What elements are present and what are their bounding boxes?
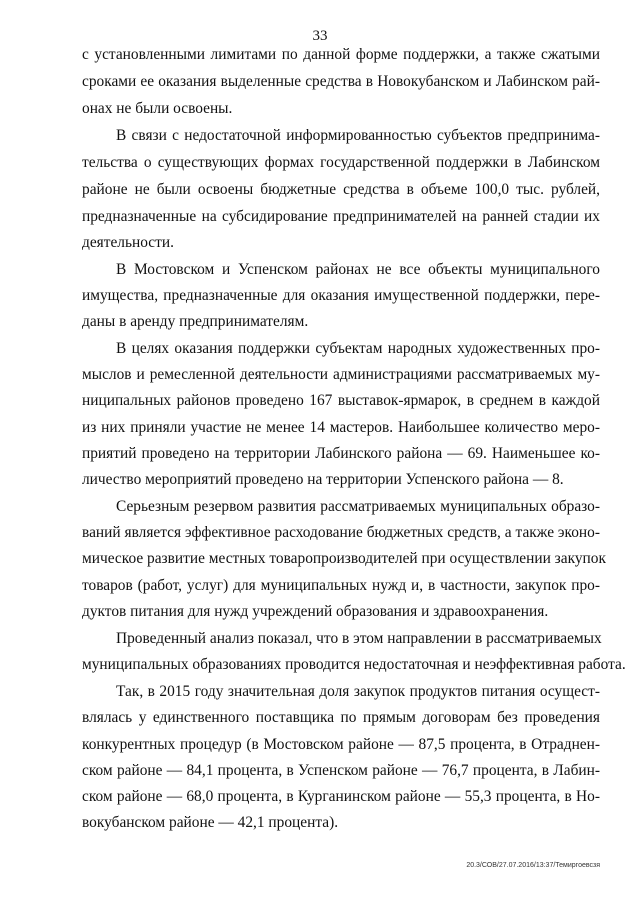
text-line: ниципальных районов проведено 167 выставок-ярмарок, в среднем в каждой	[82, 392, 600, 409]
text-line: дуктов питания для нужд учреждений образования и здравоохранения.	[82, 603, 549, 620]
page-number: 33	[312, 28, 328, 44]
paragraph-first-line: В Мостовском и Успенском районах не все объекты муниципального	[116, 261, 600, 278]
document-footer-stamp: 20.3/СОВ/27.07.2016/13:37/Темиргоевсзя	[466, 862, 600, 869]
text-line: даны в аренду предпринимателям.	[82, 313, 309, 330]
text-line: сроками ее оказания выделенные средства в Новокубанском и Лабинском рай-	[82, 73, 600, 90]
paragraph-first-line: Проведенный анализ показал, что в этом направлении в рассматриваемых	[116, 630, 602, 647]
text-line: онах не были освоены.	[82, 100, 233, 117]
text-line: имущества, предназначенные для оказания имущественной поддержки, пере-	[82, 287, 600, 304]
text-line: конкурентных процедур (в Мостовском районе — 87,5 процента, в Отраднен-	[82, 736, 600, 753]
text-line: ваний является эффективное расходование бюджетных средств, а также эконо-	[82, 524, 600, 541]
text-line: мическое развитие местных товаропроизводителей при осуществлении закупок	[82, 550, 606, 567]
text-line: ском районе — 84,1 процента, в Успенском районе — 76,7 процента, в Лабин-	[82, 762, 600, 779]
text-line: предназначенные на субсидирование предпринимателей на ранней стадии их	[82, 208, 600, 225]
text-line: личество мероприятий проведено на территории Успенского района — 8.	[82, 471, 564, 488]
paragraph-first-line: В целях оказания поддержки субъектам народных художественных про-	[116, 340, 600, 357]
paragraph-first-line: В связи с недостаточной информированностью субъектов предпринима-	[116, 127, 600, 144]
text-line: с установленными лимитами по данной форме поддержки, а также сжатыми	[82, 46, 600, 63]
text-line: районе не были освоены бюджетные средства в объеме 100,0 тыс. рублей,	[82, 181, 600, 198]
text-line: влялась у единственного поставщика по прямым договорам без проведения	[82, 709, 600, 726]
text-line: вокубанском районе — 42,1 процента).	[82, 814, 339, 831]
text-line: тельства о существующих формах государственной поддержки в Лабинском	[82, 154, 600, 171]
text-line: муниципальных образованиях проводится недостаточная и неэффективная работа.	[82, 656, 626, 673]
paragraph-first-line: Так, в 2015 году значительная доля закупок продуктов питания осущест-	[116, 683, 600, 700]
paragraph-first-line: Серьезным резервом развития рассматриваемых муниципальных образо-	[116, 498, 600, 515]
text-line: мыслов и ремесленной деятельности администрациями рассматриваемых му-	[82, 366, 600, 383]
text-line: приятий проведено на территории Лабинского района — 69. Наименьшее ко-	[82, 445, 600, 462]
text-line: деятельности.	[82, 234, 174, 251]
text-line: ском районе — 68,0 процента, в Курганинском районе — 55,3 процента, в Но-	[82, 788, 600, 805]
text-line: из них приняли участие не менее 14 мастеров. Наибольшее количество меро-	[82, 419, 600, 436]
text-line: товаров (работ, услуг) для муниципальных нужд и, в частности, закупок про-	[82, 577, 600, 594]
